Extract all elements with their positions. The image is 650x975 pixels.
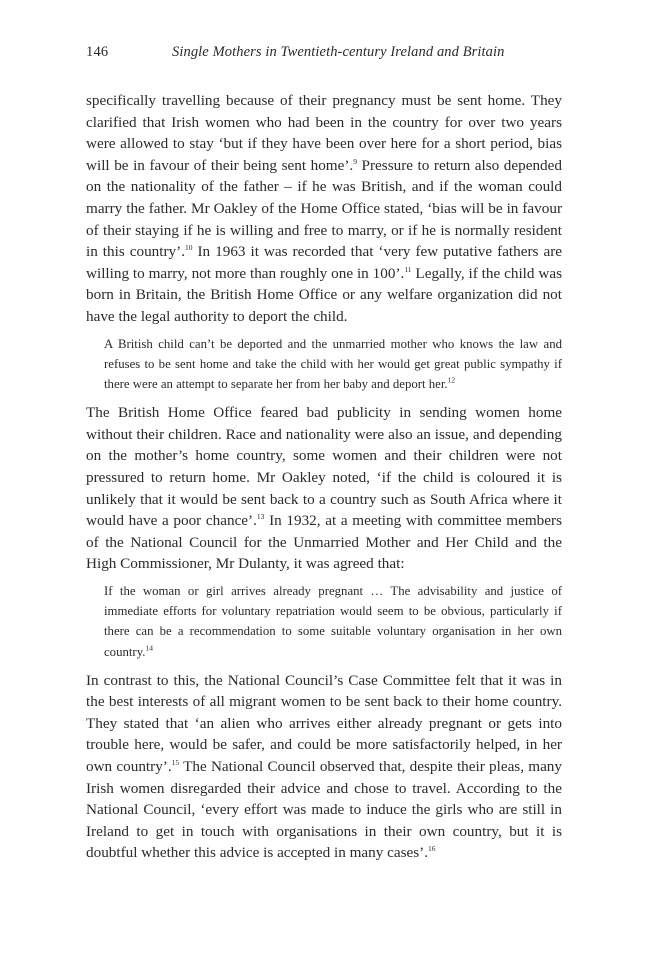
- text-run: The British Home Office feared bad publicity in sending women home without their children. Race and nationality were also an issue, and depending on the mother’s home country, some women and their children were not pressured to return home. Mr Oakley noted, ‘if the child is coloured it is unlikely that it would be sent back to a country such as South Africa where it would have a poor chance’.: [86, 404, 562, 530]
- footnote-marker[interactable]: 9: [353, 156, 357, 166]
- body-paragraph: [86, 402, 562, 575]
- footnote-marker[interactable]: 15: [171, 758, 180, 768]
- footnote-marker[interactable]: 13: [256, 512, 265, 522]
- text-run: The National Council observed that, despite their pleas, many Irish women disregarded their advice and chose to travel. According to the National Council, ‘every effort was made to induce the girls who are still in Ireland to get in touch with organisations in their own country, but it is doubtful whether this advice is accepted in many cases’.: [86, 758, 562, 862]
- text-run: If the woman or girl arrives already pregnant … The advisability and justice of immediate efforts for voluntary repatriation would seem to be obvious, particularly if there can be a recommendation to some suitable voluntary organisation in her own country.: [104, 583, 562, 659]
- page-content: [86, 90, 562, 864]
- text-run: In 1932, at a meeting with committee members of the National Council for the Unmarried Mother and Her Child and the High Commissioner, Mr Dulanty, it was agreed that:: [86, 512, 562, 573]
- text-run: Legally, if the child was born in Britain, the British Home Office or any welfare organization did not have the legal authority to deport the child.: [86, 264, 563, 325]
- text-run: In contrast to this, the National Council’s Case Committee felt that it was in the best interests of all migrant women to be sent back to their home country. They stated that ‘an alien who arrives either already pregnant or gets into trouble here, would be safer, and could be more satisfactorily helped, in her own country’.: [86, 671, 562, 776]
- footnote-marker[interactable]: 12: [447, 375, 456, 385]
- body-paragraph: [86, 670, 562, 864]
- footnote-marker[interactable]: 10: [185, 243, 193, 253]
- running-header: [86, 44, 562, 64]
- text-run: In 1963 it was recorded that ‘very few putative fathers are willing to marry, not more than roughly one in 100’.: [86, 243, 562, 282]
- block-quote: [104, 334, 562, 395]
- text-run: specifically travelling because of their pregnancy must be sent home. They clarified that Irish women who had been in the country for over two years were allowed to stay ‘but if they have been over here for a short period, bias will be in favour of their being sent home’.: [86, 92, 562, 174]
- footnote-marker[interactable]: 16: [428, 844, 436, 854]
- footnote-marker[interactable]: 14: [145, 643, 153, 653]
- body-paragraph: [86, 90, 562, 328]
- footnote-marker[interactable]: 11: [404, 264, 412, 274]
- running-title: Single Mothers in Twentieth-century Ireland and Britain: [172, 44, 505, 60]
- text-run: A British child can’t be deported and the unmarried mother who knows the law and refuses to be sent home and take the child with her would get great public sympathy if there were an attempt to separate her from her baby and deport her.: [104, 336, 562, 391]
- block-quote: [104, 581, 562, 662]
- book-page: [86, 44, 562, 864]
- page-number: 146: [86, 44, 109, 60]
- text-run: Pressure to return also depended on the nationality of the father – if he was British, and if the woman could marry the father. Mr Oakley of the Home Office stated, ‘bias will be in favour of their staying if he is willing and free to marry, or if he is normally resident in this country’.: [86, 156, 562, 261]
